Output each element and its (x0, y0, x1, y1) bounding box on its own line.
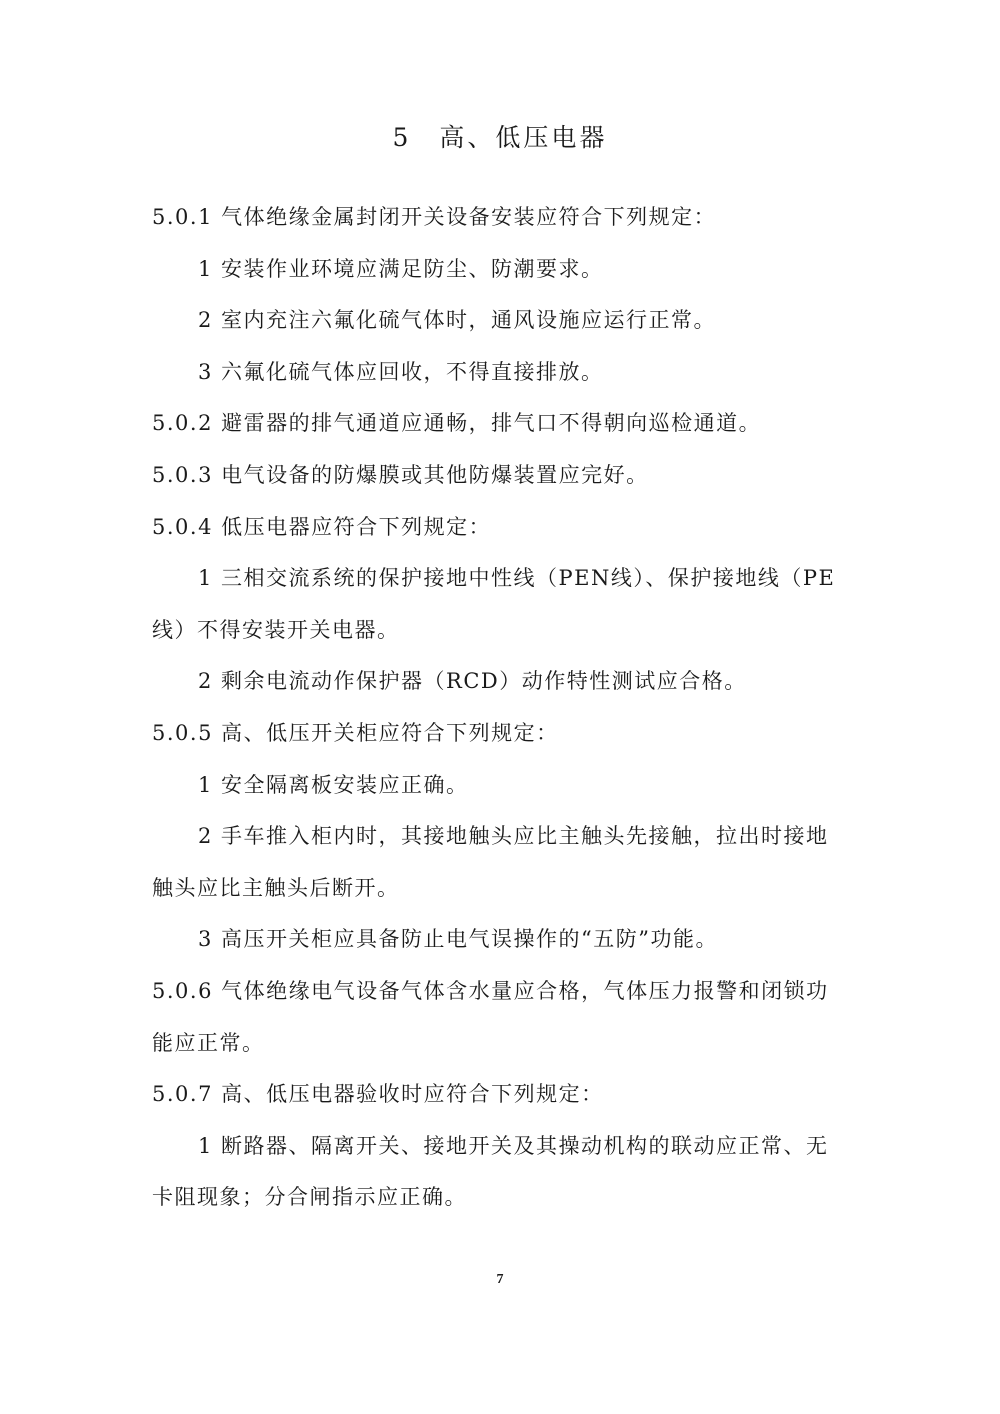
section-body (152, 192, 852, 1224)
clause-5-0-4-item-1-continued: 线）不得安装开关电器。 (152, 617, 400, 642)
clause-5-0-4-item-2: 2 剩余电流动作保护器（RCD）动作特性测试应合格。 (198, 669, 747, 694)
page-number: 7 (496, 1272, 504, 1287)
clause-5-0-2: 5.0.2 避雷器的排气通道应通畅，排气口不得朝向巡检通道。 (152, 411, 762, 436)
clause-5-0-1-item-2: 2 室内充注六氟化硫气体时，通风设施应运行正常。 (198, 308, 717, 333)
clause-5-0-1-item-1: 1 安装作业环境应满足防尘、防潮要求。 (198, 256, 604, 281)
clause-5-0-7: 5.0.7 高、低压电器验收时应符合下列规定： (152, 1082, 604, 1107)
clause-5-0-5-item-3: 3 高压开关柜应具备防止电气误操作的“五防”功能。 (198, 927, 719, 952)
clause-5-0-1-item-3: 3 六氟化硫气体应回收，不得直接排放。 (198, 359, 604, 384)
section-title: 5 高、低压电器 (392, 123, 608, 152)
clause-5-0-7-item-1: 1 断路器、隔离开关、接地开关及其操动机构的联动应正常、无 (198, 1133, 829, 1158)
clause-5-0-6-continued: 能应正常。 (152, 1030, 265, 1055)
clause-5-0-5-item-1: 1 安全隔离板安装应正确。 (198, 772, 469, 797)
clause-5-0-5-item-2: 2 手车推入柜内时，其接地触头应比主触头先接触，拉出时接地 (198, 824, 829, 849)
clause-5-0-7-item-1-continued: 卡阻现象；分合闸指示应正确。 (152, 1185, 467, 1210)
clause-5-0-4: 5.0.4 低压电器应符合下列规定： (152, 514, 492, 539)
clause-5-0-6: 5.0.6 气体绝缘电气设备气体含水量应合格，气体压力报警和闭锁功 (152, 978, 829, 1003)
clause-5-0-1: 5.0.1 气体绝缘金属封闭开关设备安装应符合下列规定： (152, 205, 717, 229)
clause-5-0-5-item-2-continued: 触头应比主触头后断开。 (152, 875, 400, 900)
clause-5-0-5: 5.0.5 高、低压开关柜应符合下列规定： (152, 720, 559, 745)
clause-5-0-4-item-1: 1 三相交流系统的保护接地中性线（PEN线）、保护接地线（PE (198, 566, 836, 591)
clause-5-0-3: 5.0.3 电气设备的防爆膜或其他防爆装置应完好。 (152, 462, 649, 487)
